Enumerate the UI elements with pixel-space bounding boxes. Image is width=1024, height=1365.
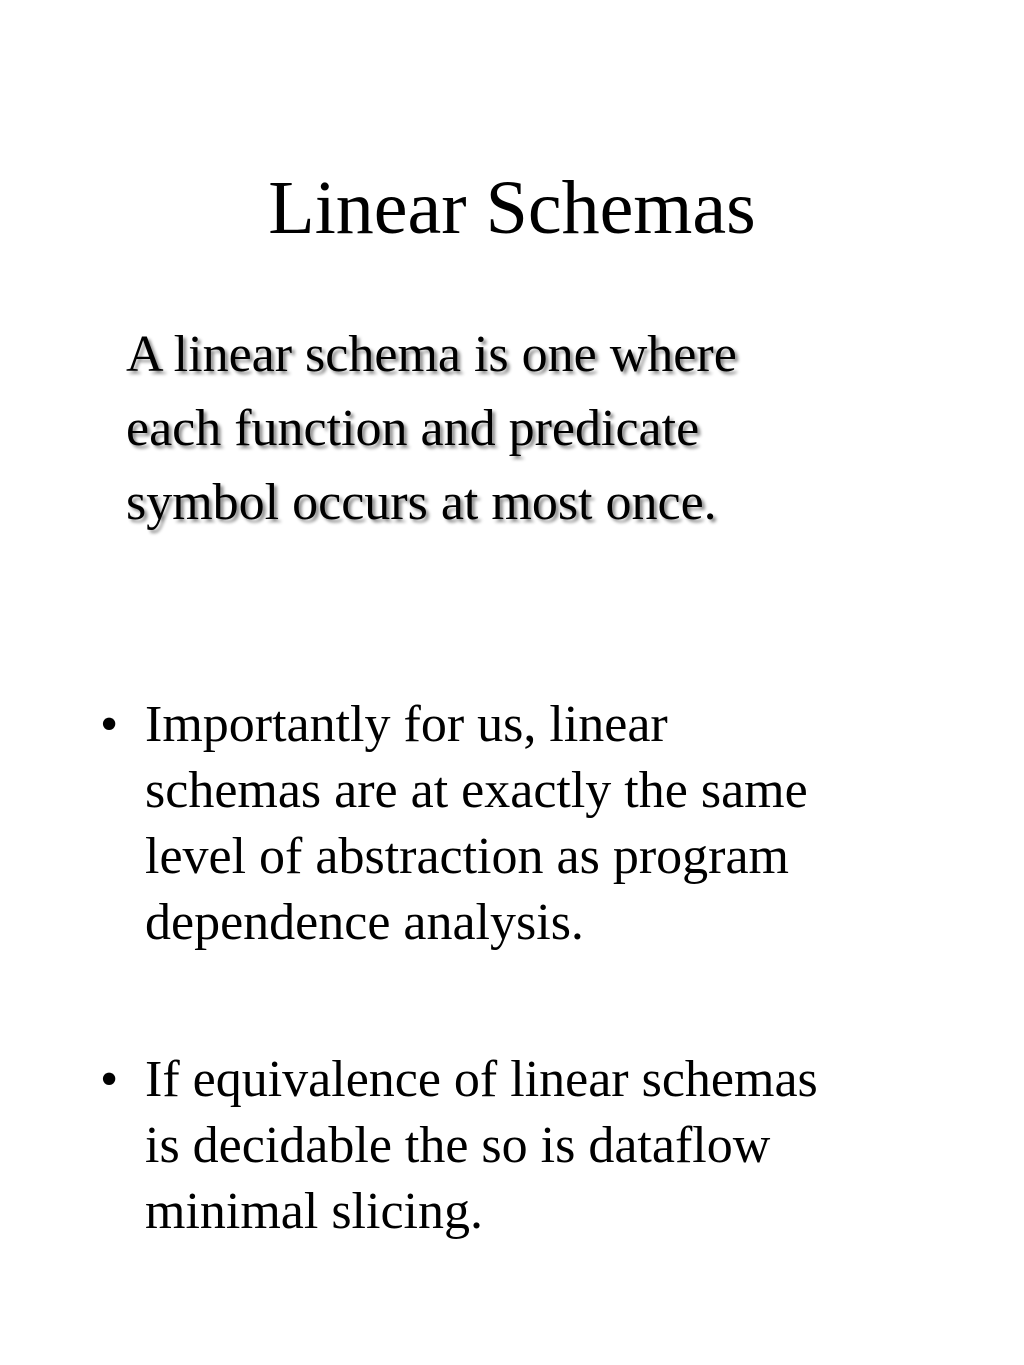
definition-text [126,318,926,540]
bullet-icon: • [100,1051,119,1108]
definition-line: each function and predicate [126,400,700,457]
definition-line: A linear schema is one where [126,326,737,383]
bullet-line: schemas are at exactly the same [145,762,808,819]
bullet-line: If equivalence of linear schemas [145,1051,818,1108]
slide-title: Linear Schemas [268,166,756,250]
bullet-line: dependence analysis. [145,894,584,951]
definition-line: symbol occurs at most once. [126,474,717,531]
bullet-line: Importantly for us, linear [145,696,668,753]
bullet-line: is decidable the so is dataflow [145,1117,771,1174]
bullet-line: level of abstraction as program [145,828,789,885]
bullet-icon: • [100,696,119,753]
bullet-text [145,692,1005,956]
bullet-line: minimal slicing. [145,1183,483,1240]
bullet-text [145,1047,1005,1245]
